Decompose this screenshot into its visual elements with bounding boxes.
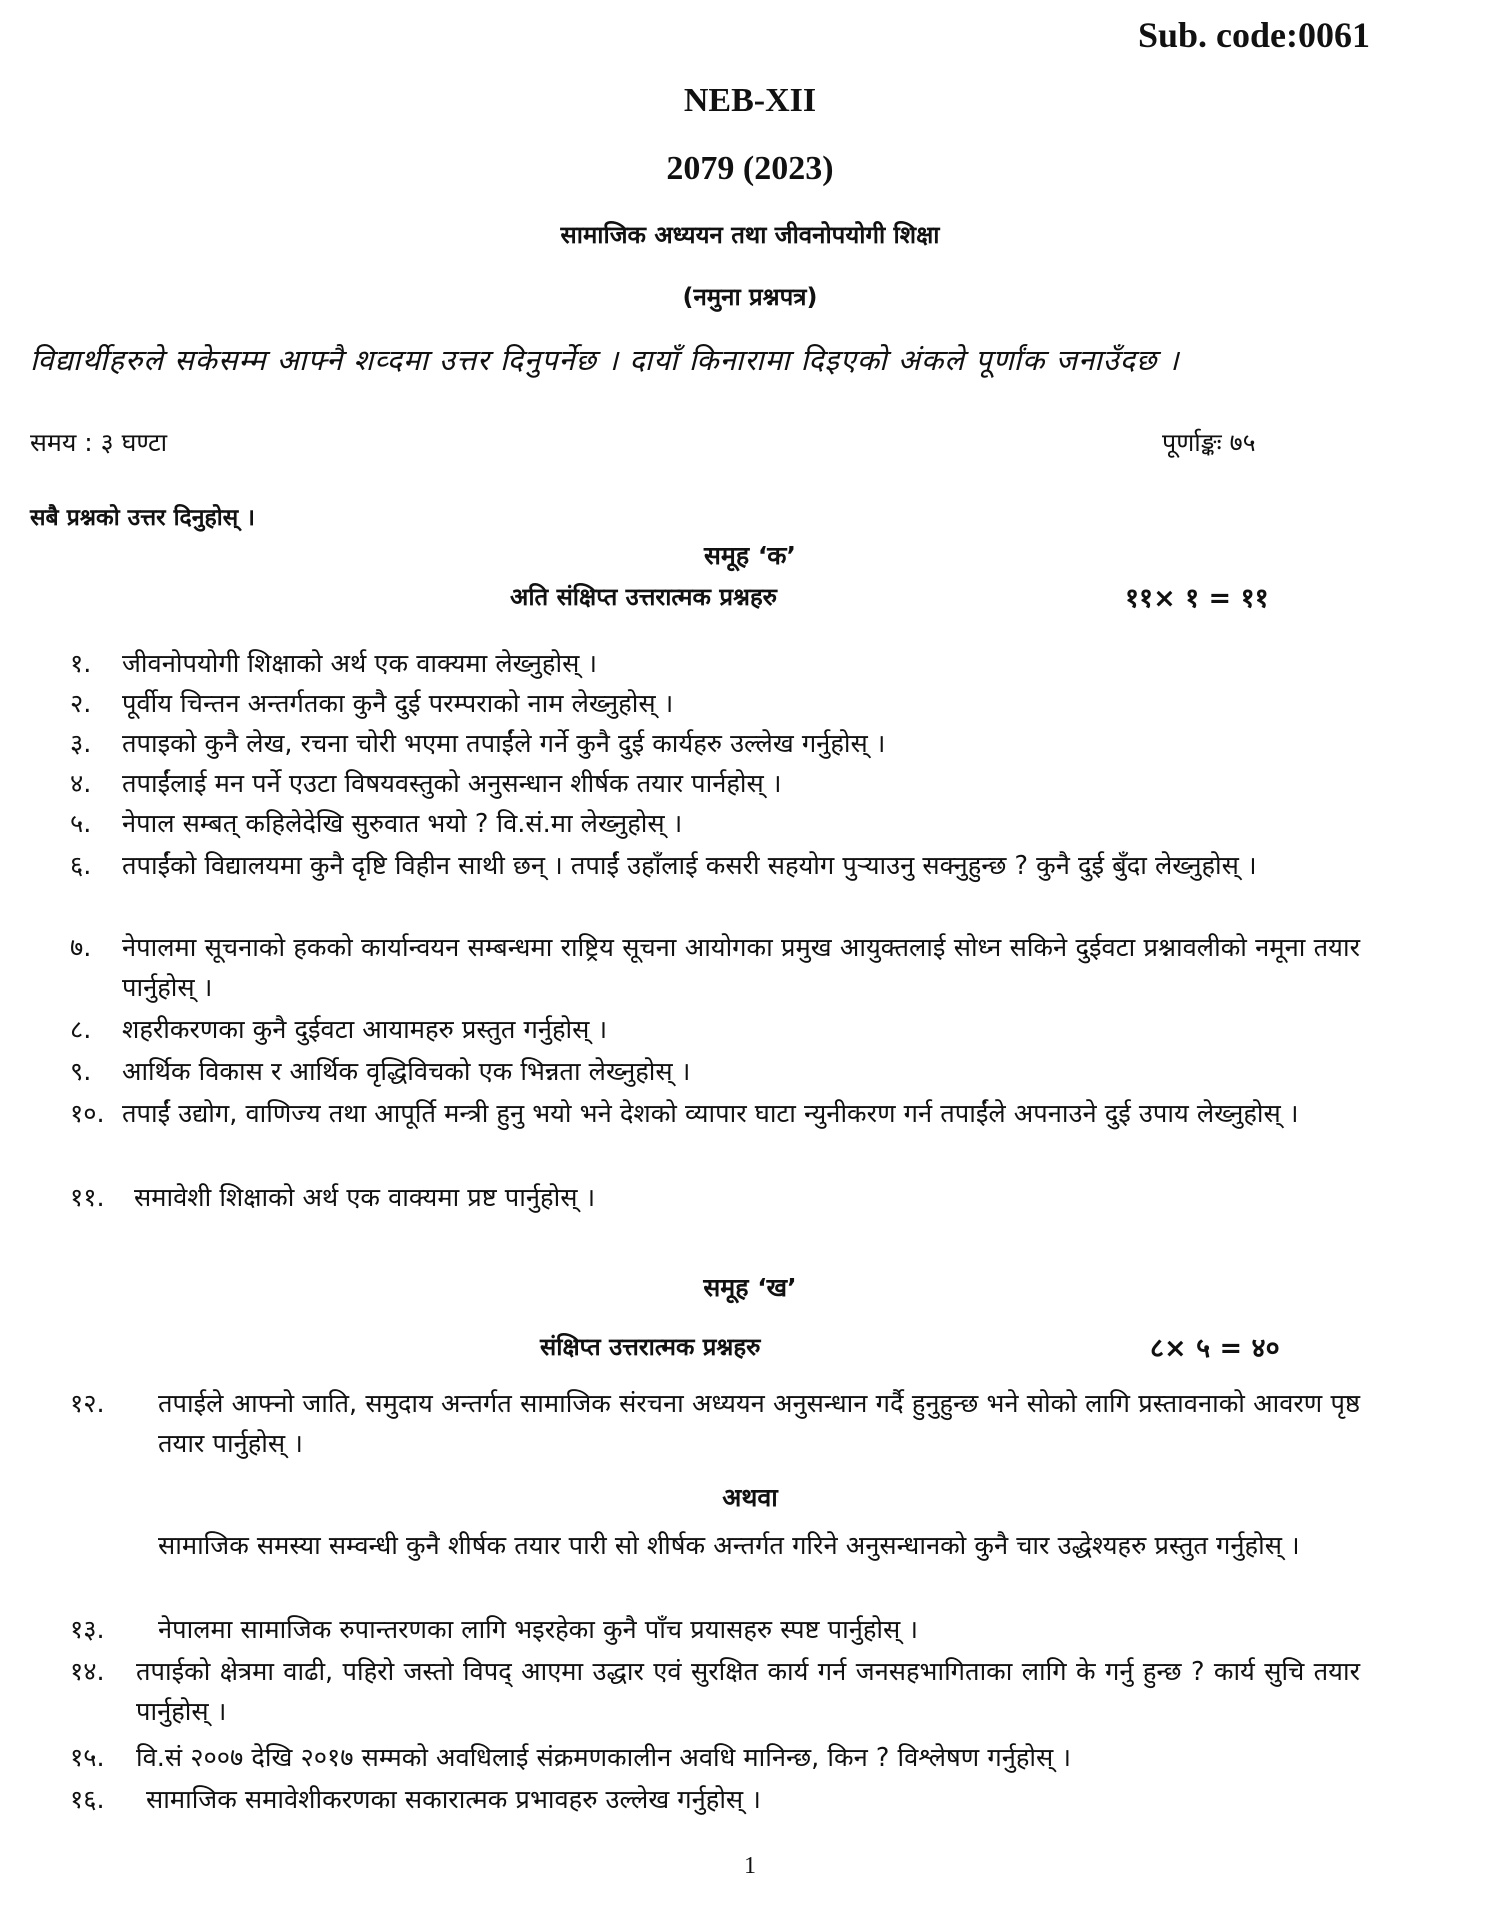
exam-year: 2079 (2023) [666,150,834,187]
question-text: सामाजिक समावेशीकरणका सकारात्मक प्रभावहरु उल्लेख गर्नुहोस् । [146,1785,761,1815]
paper-type: (नमुना प्रश्नपत्र) [682,283,818,311]
question [70,1738,1360,1778]
question-text: तपाईंलाई मन पर्ने एउटा विषयवस्तुको अनुसन्धान शीर्षक तयार पार्नहोस् । [122,769,782,799]
question-text: तपाईको क्षेत्रमा वाढी, पहिरो जस्तो विपद् आएमा उद्धार एवं सुरक्षित कार्य गर्न जनसहभागिताका लागि के गर्नु हुन्छ ? कार्य सुचि तयार पार्नुहोस् । [136,1657,1360,1727]
question [70,684,1360,724]
page-number: 1 [744,1853,756,1879]
question-text: नेपालमा सूचनाको हकको कार्यान्वयन सम्बन्धमा राष्ट्रिय सूचना आयोगका प्रमुख आयुक्तलाई सोध्न सकिने दुईवटा प्रश्नावलीको नमूना तयार पार्नुहोस् । [122,933,1360,1003]
question [70,1384,1360,1464]
question-text: सामाजिक समस्या सम्वन्धी कुनै शीर्षक तयार पारी सो शीर्षक अन्तर्गत गरिने अनुसन्धानको कुनै चार उद्धेश्यहरु प्रस्तुत गर्नुहोस् । [158,1531,1300,1561]
question-text: शहरीकरणका कुनै दुईवटा आयामहरु प्रस्तुत गर्नुहोस् । [122,1015,608,1045]
question-number: ३. [70,729,92,759]
question-number: २. [70,689,92,719]
question-text: समावेशी शिक्षाको अर्थ एक वाक्यमा प्रष्ट पार्नुहोस् । [134,1183,596,1213]
or-label: अथवा [722,1483,778,1512]
answer-all-instruction: सबै प्रश्नको उत्तर दिनुहोस् । [30,505,255,531]
question [70,1780,1360,1820]
question-text: पूर्वीय चिन्तन अन्तर्गतका कुनै दुई परम्पराको नाम लेख्नुहोस् । [122,689,674,719]
question [70,1652,1360,1732]
question [70,1094,1360,1174]
question-number: ८. [70,1015,92,1045]
question [70,846,1360,926]
subject-title: सामाजिक अध्ययन तथा जीवनोपयोगी शिक्षा [560,221,940,249]
question-text: नेपाल सम्बत् कहिलेदेखि सुरुवात भयो ? वि.सं.मा लेख्नुहोस् । [122,809,683,839]
question-number: ५. [70,809,92,839]
question [70,928,1360,1008]
question-number: ६. [70,851,92,881]
question-number: १०. [70,1099,105,1129]
question-number: ७. [70,933,92,963]
question [70,804,1360,844]
question-text: तपाइको कुनै लेख, रचना चोरी भएमा तपाईंले गर्ने कुनै दुई कार्यहरु उल्लेख गर्नुहोस् । [122,729,886,759]
group-b-marks: ८× ५ = ४० [1150,1333,1280,1364]
question [70,1610,1360,1650]
question-text: तपाईंको विद्यालयमा कुनै दृष्टि विहीन साथी छन् । तपाईं उहाँलाई कसरी सहयोग पुऱ्याउनु सक्नुहुन्छ ? कुनै दुई बुँदा लेख्नुहोस् । [122,851,1257,881]
time-allowed: समय : ३ घण्टा [30,428,168,457]
question [70,1178,1360,1218]
group-a-section-title: अति संक्षिप्त उत्तरात्मक प्रश्नहरु [510,583,778,611]
question-number: ४. [70,769,92,799]
question-text: नेपालमा सामाजिक रुपान्तरणका लागि भइरहेका कुनै पाँच प्रयासहरु स्पष्ट पार्नुहोस् । [158,1615,919,1645]
question-text: वि.सं २००७ देखि २०१७ सम्मको अवधिलाई संक्रमणकालीन अवधि मानिन्छ, किन ? विश्लेषण गर्नुहोस् । [136,1743,1072,1773]
exam-name: NEB-XII [683,82,817,119]
question-text: तपाईं उद्योग, वाणिज्य तथा आपूर्ति मन्त्री हुनु भयो भने देशको व्यापार घाटा न्युनीकरण गर्न तपाईंले अपनाउने दुई उपाय लेख्नुहोस् । [122,1099,1299,1129]
question-number: १६. [70,1785,105,1815]
question-number: ९. [70,1057,92,1087]
group-a-title: समूह ‘क’ [703,541,797,570]
question [70,724,1360,764]
question [70,1010,1360,1050]
question-number: १४. [70,1657,105,1687]
group-b-section-title: संक्षिप्त उत्तरात्मक प्रश्नहरु [540,1333,761,1361]
question [70,764,1360,804]
question-number: १. [70,649,92,679]
question-text: तपाईले आफ्नो जाति, समुदाय अन्तर्गत सामाजिक संरचना अध्ययन अनुसन्धान गर्दै हुनुहुन्छ भने सोको लागि प्रस्तावनाको आवरण पृष्ठ तयार पार्नुहोस् । [158,1389,1360,1459]
group-a-marks: ११× १ = ११ [1125,583,1269,614]
exam-instructions: विद्यार्थीहरुले सकेसम्म आफ्नै शव्दमा उत्तर दिनुपर्नेछ । दायाँ किनारामा दिइएको अंकले पूर्णांक जनाउँदछ । [30,343,1180,377]
question-text: जीवनोपयोगी शिक्षाको अर्थ एक वाक्यमा लेख्नुहोस् । [122,649,598,679]
group-b-title: समूह ‘ख’ [703,1273,797,1302]
question-number: १५. [70,1743,105,1773]
question [70,644,1360,684]
full-marks: पूर्णाङ्कः ७५ [1162,428,1256,457]
question-text: आर्थिक विकास र आर्थिक वृद्धिविचको एक भिन्नता लेख्नुहोस् । [122,1057,691,1087]
alternative-question [158,1526,1360,1606]
question-number: ११. [70,1183,105,1213]
question-number: १२. [70,1389,105,1419]
subject-code: Sub. code:0061 [1137,15,1370,55]
question [70,1052,1360,1092]
question-number: १३. [70,1615,105,1645]
